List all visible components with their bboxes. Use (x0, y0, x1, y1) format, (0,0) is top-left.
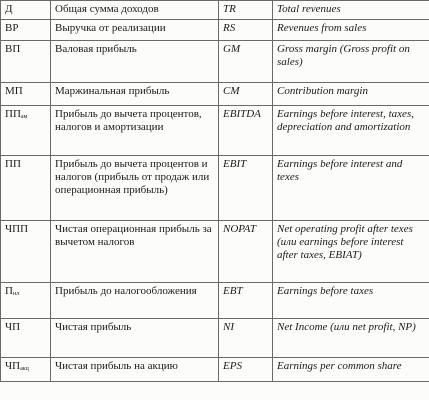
english-term: Revenues from sales (273, 20, 429, 41)
english-term: Earnings before interest, taxes, depreciation and amortization (273, 106, 429, 156)
russian-abbreviation: ВП (1, 41, 51, 83)
russian-term: Валовая прибыль (51, 41, 219, 83)
english-term: Earnings per common share (273, 358, 429, 382)
english-abbreviation: EPS (219, 358, 273, 382)
english-abbreviation: RS (219, 20, 273, 41)
table-row (1, 319, 429, 358)
russian-abbreviation: $ПП_{ам}$ (1, 106, 51, 156)
russian-term: Чистая прибыль на акцию (51, 358, 219, 382)
russian-abbreviation: ПП (1, 156, 51, 221)
table-row (1, 1, 429, 20)
english-abbreviation: NI (219, 319, 273, 358)
english-abbreviation: NOPAT (219, 221, 273, 283)
russian-term: Чистая прибыль (51, 319, 219, 358)
english-abbreviation: TR (219, 1, 273, 20)
russian-abbreviation: $ЧП_{акц}$ (1, 358, 51, 382)
table-row (1, 358, 429, 382)
english-term: Net operating profit after texes (или earnings before interest after taxes, EBIAT) (273, 221, 429, 283)
russian-abbreviation: ВР (1, 20, 51, 41)
english-term: Gross margin (Gross profit on sales) (273, 41, 429, 83)
russian-abbreviation: ЧПП (1, 221, 51, 283)
russian-term: Прибыль до вычета процентов, налогов и амортизации (51, 106, 219, 156)
english-abbreviation: EBITDA (219, 106, 273, 156)
table-row (1, 156, 429, 221)
english-term: Contribution margin (273, 83, 429, 106)
table-row (1, 83, 429, 106)
russian-term: Маржинальная прибыль (51, 83, 219, 106)
english-term: Net Income (или net profit, NP) (273, 319, 429, 358)
russian-term: Прибыль до вычета процентов и налогов (прибыль от продаж или операционная прибыль) (51, 156, 219, 221)
russian-term: Выручка от реализации (51, 20, 219, 41)
english-abbreviation: EBT (219, 283, 273, 319)
russian-term: Чистая операционная прибыль за вычетом налогов (51, 221, 219, 283)
table-row (1, 106, 429, 156)
russian-abbreviation: Д (1, 1, 51, 20)
table-row (1, 283, 429, 319)
russian-abbreviation: $П_{нл}$ (1, 283, 51, 319)
english-abbreviation: EBIT (219, 156, 273, 221)
english-term: Total revenues (273, 1, 429, 20)
russian-abbreviation: МП (1, 83, 51, 106)
english-abbreviation: CM (219, 83, 273, 106)
english-term: Earnings before taxes (273, 283, 429, 319)
russian-term: Прибыль до налогообложения (51, 283, 219, 319)
english-abbreviation: GM (219, 41, 273, 83)
english-term: Earnings before interest and texes (273, 156, 429, 221)
table-row (1, 221, 429, 283)
russian-abbreviation: ЧП (1, 319, 51, 358)
table-row (1, 41, 429, 83)
table-row (1, 20, 429, 41)
russian-term: Общая сумма доходов (51, 1, 219, 20)
